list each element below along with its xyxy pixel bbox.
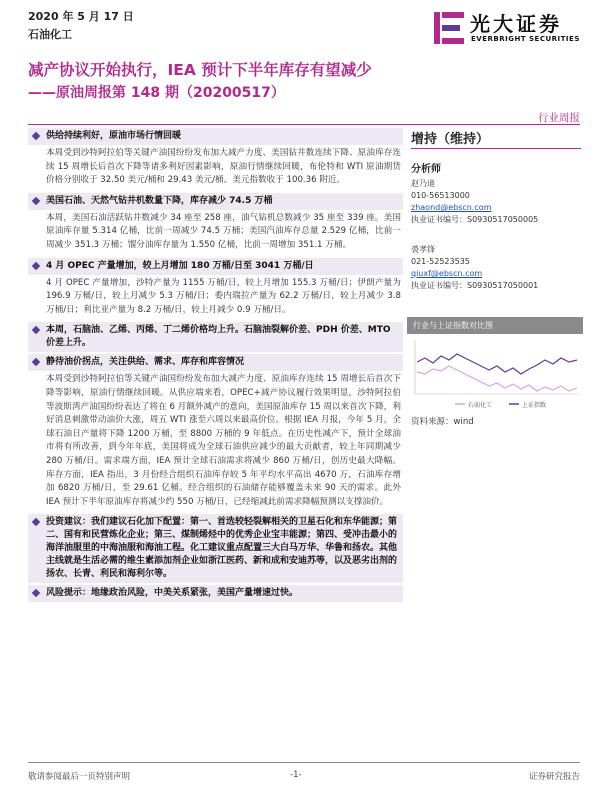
rating: 增持（维持） xyxy=(411,132,490,147)
section-body: 本周受到沙特阿拉伯等关键产油国纷纷发布加大减产力度、原油库存连续 15 周增长后首次下降等影响，原油行情继续回暖。从供应端来看，OPEC+减产协议履行效果明显，沙特阿拉伯等波斯湾产油国纷纷表达了将在 6 月额外减产的意向，美国原油库存 15 周以来首次下降，利好消息刺激带动油价大涨，周五 WTI 涨至六周以来最高价位。根据 IEA 月报，今年 5 月，全球石油日产量将下降 1200 万桶，至 8800 万桶的 9 年低点。在历史性减产下，预计全球油市将有所改善，到今年年底，美国将成为全球石油供应减少的最大贡献者，较上年同期减少 280 万桶/日。需求端方面，IEA 预计全球石油需求将减少 860 万桶/日，创历史最大降幅。库存方面，IEA 指出，3 月份经合组织石油库存较 5 年平均水平高出 4670 万，石油库存增加 6820 万桶/日，至 29.61 亿桶。经合组织的石油储存能够覆盖未来 90 天的需求。此外 IEA 预计下半年原油库存将减少约 550 万桶/日，已经缩减此前需求降幅预测以支撑油价。 xyxy=(46,374,401,507)
section-chemicals xyxy=(28,322,403,352)
legend-b: 上证指数 xyxy=(522,402,547,409)
index-comparison-chart xyxy=(407,336,583,412)
section-heading: 风险提示：地缘政治风险，中美关系紧张，美国产量增速过快。 xyxy=(28,585,403,602)
analyst-name: 赵乃迪 xyxy=(411,179,435,188)
section-opec xyxy=(28,258,403,321)
analyst-cert: 执业证书编号：S0930517050001 xyxy=(411,281,539,290)
logo-text-en: EVERBRIGHT SECURITIES xyxy=(471,35,580,43)
diamond-bullet-icon xyxy=(32,518,40,526)
diamond-bullet-icon xyxy=(32,197,40,205)
diamond-bullet-icon xyxy=(32,358,40,366)
chart-source: 资料来源：wind xyxy=(411,417,474,427)
logo-text-cn: 光大证券 xyxy=(470,12,562,36)
diamond-bullet-icon xyxy=(32,589,40,597)
section-risk xyxy=(28,585,403,602)
section-heading: 供给持续利好，原油市场行情回暖 xyxy=(28,128,403,145)
section-investment xyxy=(28,514,403,583)
diamond-bullet-icon xyxy=(32,132,40,140)
page-number: -1- xyxy=(290,770,302,780)
section-heading: 本周，石脑油、乙烯、丙烯、丁二烯价格均上升。石脑油裂解价差、PDH 价差、MTO 价差上升。 xyxy=(28,322,403,352)
sector-label: 石油化工 xyxy=(28,28,72,41)
section-body: 本周，美国石油活跃钻井数减少 34 座至 258 座，油气钻机总数减少 35 座至 339 座。美国原油库存量 5.314 亿桶，比前一周减少 74.5 万桶；美国汽油库存总量 2.529 亿桶，比前一周减少 351.3 万桶；馏分油库存量为 1.550 亿桶，比前一周增加 351.1 万桶。 xyxy=(46,212,401,250)
footer-report-type: 证券研究报告 xyxy=(528,772,580,782)
analyst-cert: 执业证书编号：S0930517050005 xyxy=(411,215,539,224)
footer-divider xyxy=(28,762,580,763)
section-supply xyxy=(28,128,403,191)
analyst-name: 裘孝锋 xyxy=(411,245,435,254)
analyst-phone: 010-56513000 xyxy=(411,191,470,200)
main-content xyxy=(28,126,403,766)
analyst-email[interactable]: zhaond@ebscn.com xyxy=(411,203,492,212)
section-heading: 美国石油、天然气钻井机数量下降，库存减少 74.5 万桶 xyxy=(28,193,403,210)
chart-title: 行业与上证指数对比图 xyxy=(407,317,583,334)
logo-mark-icon xyxy=(432,8,468,48)
section-body: 本周受到沙特阿拉伯等关键产油国纷纷发布加大减产力度、美国钻井数连续下降、原油库存连续 15 周增长后首次下降等诸多利好因素影响，原油行情继续回暖，布伦特和 WTI 原油期货价格分别收于 32.50 美元/桶和 29.43 美元/桶。美元指数收于 100.36 附近。 xyxy=(46,148,401,186)
diamond-bullet-icon xyxy=(32,261,40,269)
section-heading: 静待油价拐点，关注供给、需求、库存和库容情况 xyxy=(28,354,403,371)
section-body: 4 月 OPEC 产量增加，沙特产量为 1155 万桶/日，较上月增加 155.3 万桶/日；伊朗产量为 196.9 万桶/日，较上月减少 5.3 万桶/日；委内瑞拉产量为 62.2 万桶/日，较上月减少 3.8 万桶/日；利比亚产量为 8.2 万桶/日，较上月减少 0.9 万桶/日。 xyxy=(46,277,401,315)
analyst-phone: 021-52523535 xyxy=(411,257,470,266)
analyst-email[interactable]: qiuxf@ebscn.com xyxy=(411,269,483,278)
diamond-bullet-icon xyxy=(32,326,40,334)
report-subtitle: ——原油周报第 148 期（20200517） xyxy=(28,85,285,101)
report-date: 2020 年 5 月 17 日 xyxy=(28,10,134,23)
series-line-a xyxy=(417,366,577,391)
analyst-heading: 分析师 xyxy=(411,164,441,175)
report-title: 减产协议开始执行，IEA 预计下半年库存有望减少 xyxy=(28,61,372,79)
section-us-rigs xyxy=(28,193,403,256)
report-type: 行业周报 xyxy=(538,112,580,124)
rating-divider xyxy=(411,148,581,149)
header-divider xyxy=(28,124,580,125)
section-outlook xyxy=(28,354,403,512)
footer-disclaimer: 敬请参阅最后一页特别声明 xyxy=(28,772,131,782)
legend-a: 石油化工 xyxy=(468,402,493,409)
section-heading: 投资建议：我们建议石化加下配置：第一、首选较轻裂解相关的卫星石化和东华能源；第二、国有和民营炼化企业；第三、煤制烯烃中的优秀企业宝丰能源；第四、受冲击最小的海洋油服里的中海油服和海油工程。化工建议重点配置三大白马万华、华鲁和扬农。其他主线就是生活必需的维生素添加剂企业如浙江医药、新和成和安迪苏等，以及恶劣出剂的扬农、长青、利民和海利尔等。 xyxy=(28,514,403,583)
section-heading: 4 月 OPEC 产量增加，较上月增加 180 万桶/日至 3041 万桶/日 xyxy=(28,258,403,275)
